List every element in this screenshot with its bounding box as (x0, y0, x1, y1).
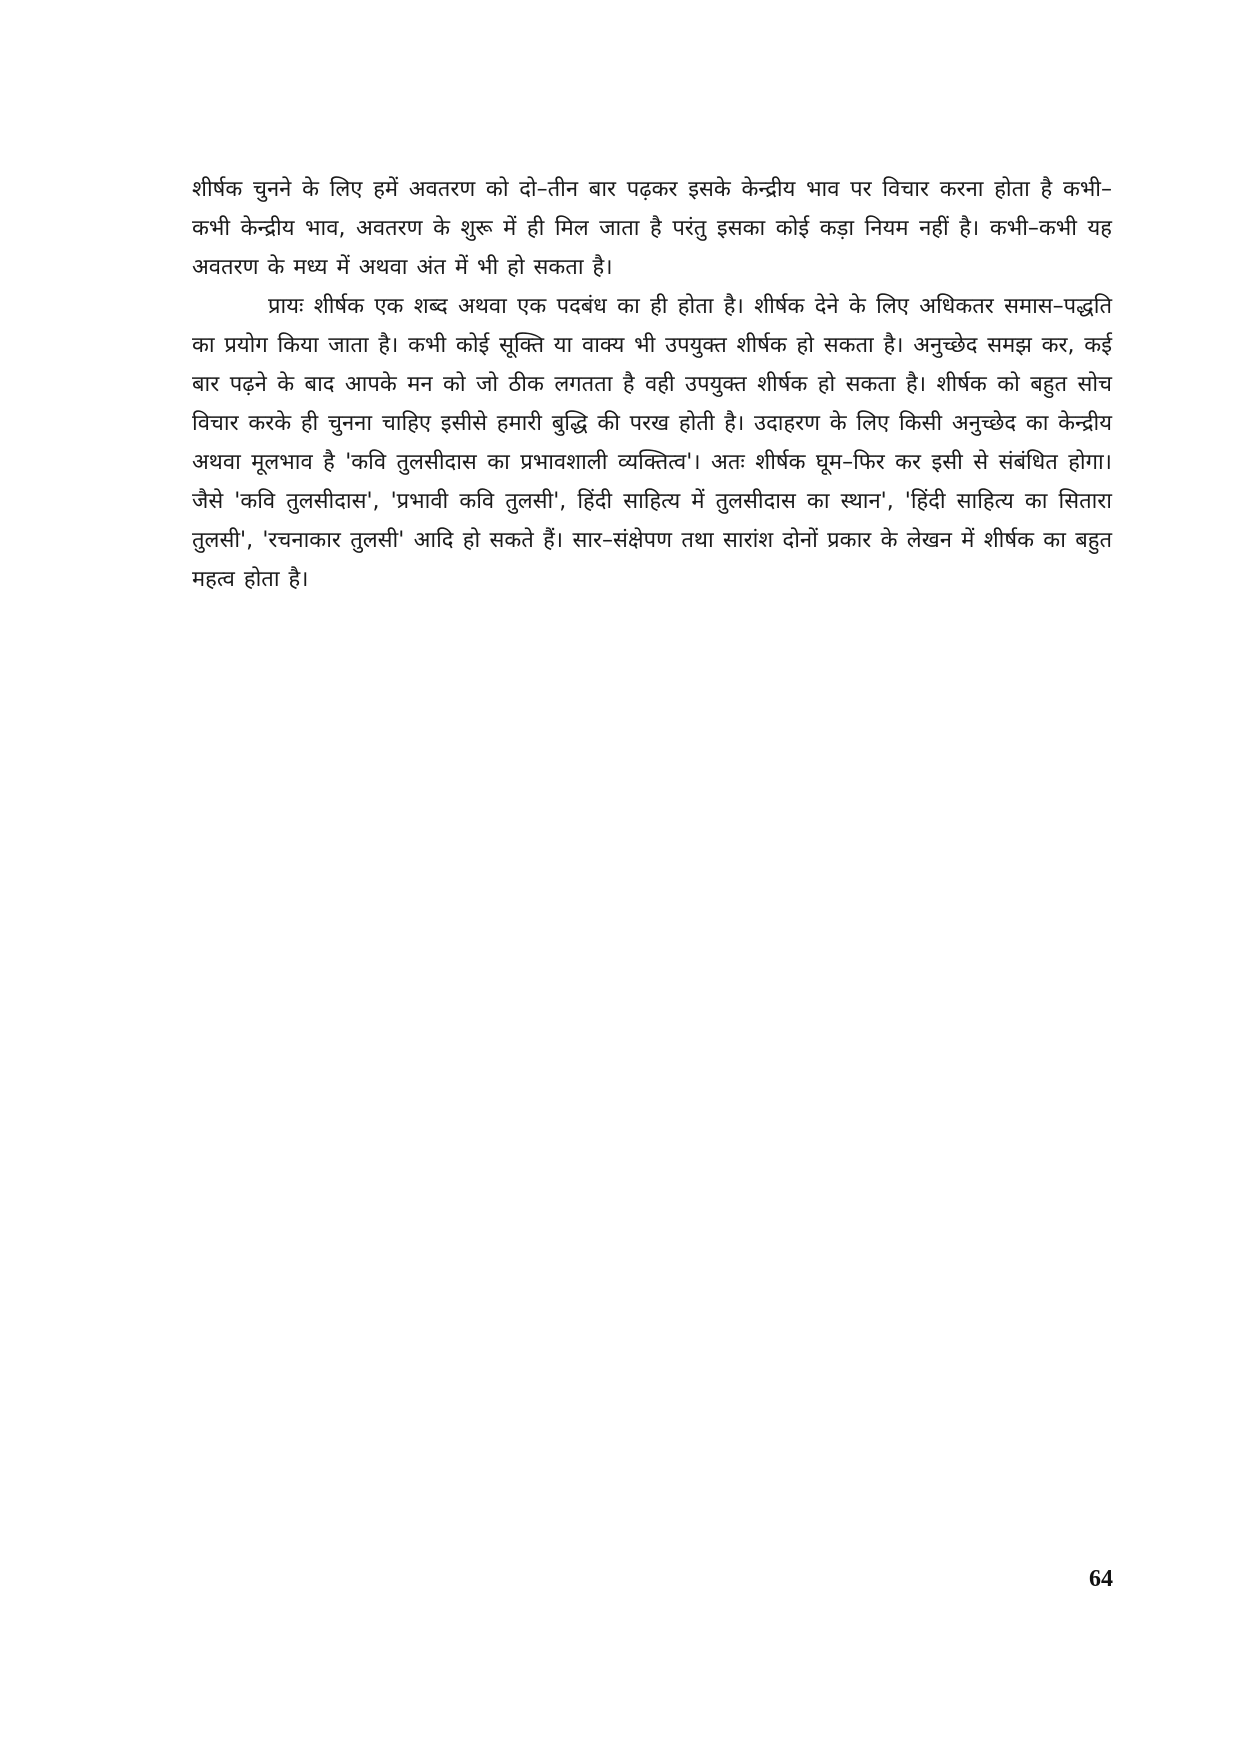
body-text (192, 170, 1112, 599)
paragraph-1: शीर्षक चुनने के लिए हमें अवतरण को दो–तीन बार पढ़कर इसके केन्द्रीय भाव पर विचार करना होता है कभी–कभी केन्द्रीय भाव, अवतरण के शुरू में ही मिल जाता है परंतु इसका कोई कड़ा नियम नहीं है। कभी–कभी यह अवतरण के मध्य में अथवा अंत में भी हो सकता है। (192, 177, 1112, 280)
paragraph-2: प्रायः शीर्षक एक शब्द अथवा एक पदबंध का ही होता है। शीर्षक देने के लिए अधिकतर समास–पद्धति का प्रयोग किया जाता है। कभी कोई सूक्ति या वाक्य भी उपयुक्त शीर्षक हो सकता है। अनुच्छेद समझ कर, कई बार पढ़ने के बाद आपके मन को जो ठीक लगतता है वही उपयुक्त शीर्षक हो सकता है। शीर्षक को बहुत सोच विचार करके ही चुनना चाहिए इसीसे हमारी बुद्धि की परख होती है। उदाहरण के लिए किसी अनुच्छेद का केन्द्रीय अथवा मूलभाव है 'कवि तुलसीदास का प्रभावशाली व्यक्तित्व'। अतः शीर्षक घूम–फिर कर इसी से संबंधित होगा। जैसे 'कवि तुलसीदास', 'प्रभावी कवि तुलसी', हिंदी साहित्य में तुलसीदास का स्थान', 'हिंदी साहित्य का सितारा तुलसी', 'रचनाकार तुलसी' आदि हो सकते हैं। सार–संक्षेपण तथा सारांश दोनों प्रकार के लेखन में शीर्षक का बहुत महत्व होता है। (192, 294, 1112, 592)
page-number: 64 (1089, 1566, 1113, 1592)
